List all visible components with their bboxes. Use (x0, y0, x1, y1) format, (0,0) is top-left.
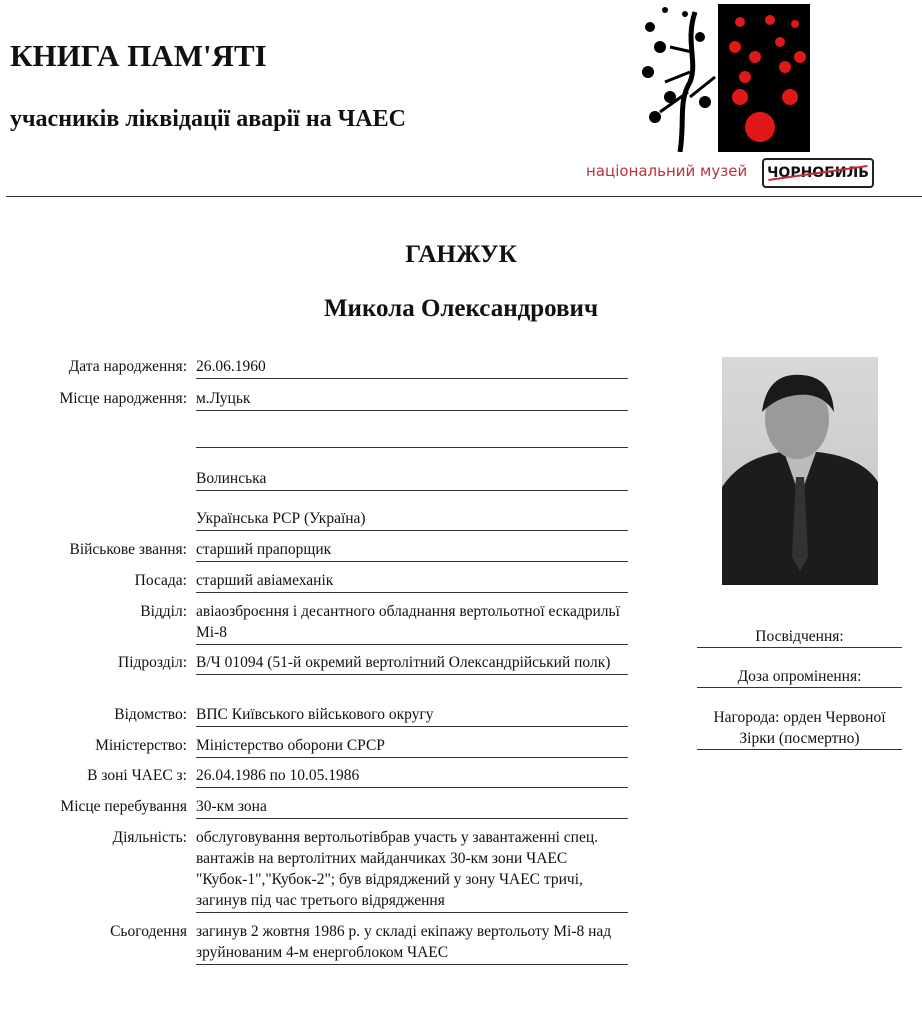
header-divider (6, 196, 922, 197)
field-value: Міністерство оборони СРСР (196, 735, 628, 758)
award-field: Нагорода: орден Червоної Зірки (посмертно) (697, 707, 902, 750)
field-value (196, 425, 628, 448)
field-label: Сьогодення (110, 923, 187, 940)
field-value: старший прапорщик (196, 539, 628, 562)
person-photo (722, 357, 878, 585)
field-value: старший авіамеханік (196, 570, 628, 593)
field-value: В/Ч 01094 (51-й окремий вертолітний Олександрійський полк) (196, 652, 628, 675)
page-subtitle: учасників ліквідації аварії на ЧАЕС (10, 106, 406, 132)
person-name: Микола Олександрович (323, 295, 599, 322)
field-value: загинув 2 жовтня 1986 р. у складі екіпажу вертольоту Мі-8 над зруйнованим 4-м енергоблоком ЧАЕС (196, 921, 628, 965)
field-value: 26.04.1986 по 10.05.1986 (196, 765, 628, 788)
field-label: Діяльність: (112, 829, 187, 846)
field-label: Відділ: (140, 603, 187, 620)
museum-name: національний музей (586, 162, 748, 180)
field-label: Міністерство: (95, 737, 187, 754)
field-label: Місце перебування (60, 798, 187, 815)
field-label: Місце народження: (59, 390, 187, 407)
field-value: 26.06.1960 (196, 356, 628, 379)
museum-brand-badge (762, 158, 874, 188)
radiation-dose-field: Доза опромінення: (697, 666, 902, 688)
field-value: 30-км зона (196, 796, 628, 819)
museum-logo (640, 2, 812, 152)
field-label: В зоні ЧАЕС з: (87, 767, 187, 784)
field-label: Військове звання: (69, 541, 187, 558)
field-label: Підрозділ: (118, 654, 187, 671)
field-label: Дата народження: (68, 358, 187, 375)
field-value: ВПС Київського військового округу (196, 704, 628, 727)
page-title: КНИГА ПАМ'ЯТІ (10, 38, 267, 73)
field-label: Відомство: (114, 706, 187, 723)
field-value: Українська РСР (Україна) (196, 508, 628, 531)
field-value: м.Луцьк (196, 388, 628, 411)
field-label: Посада: (134, 572, 187, 589)
field-value: обслуговування вертольотівбрав участь у завантаженні спец. вантажів на вертолітних майданчиках 30-км зони ЧАЕС "Кубок-1","Кубок-2"; був відряджений у зону ЧАЕС тричі, загинув під час третього відрядження (196, 827, 628, 913)
person-surname: ГАНЖУК (405, 241, 517, 268)
certificate-field: Посвідчення: (697, 626, 902, 648)
brand-text: ЧОРНОБИЛЬ (767, 165, 869, 181)
field-value: авіаозброєння і десантного обладнання вертольотної ескадрильї Мі-8 (196, 601, 628, 645)
field-value: Волинська (196, 468, 628, 491)
